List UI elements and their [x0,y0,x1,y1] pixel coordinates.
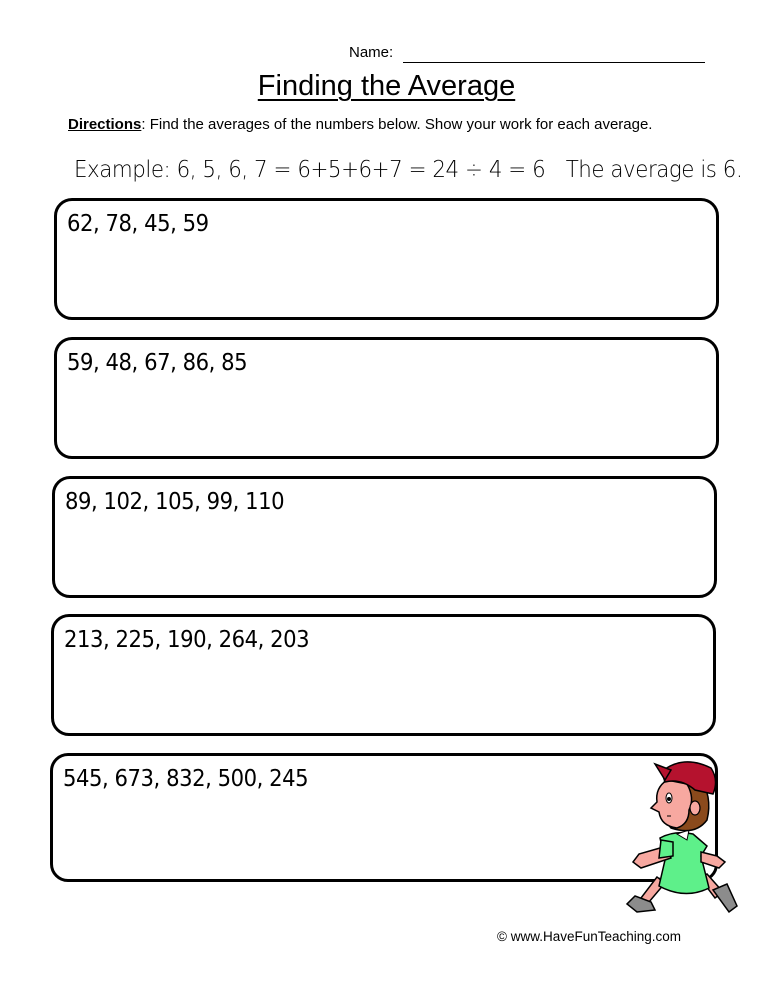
directions [68,116,708,134]
page-title [0,70,773,103]
problem-box-1[interactable] [54,198,719,320]
problem-numbers: 213, 225, 190, 264, 203 [64,627,310,653]
problem-numbers: 59, 48, 67, 86, 85 [67,350,248,376]
running-girl-illustration [615,750,745,920]
directions-text: : Find the averages of the numbers below. Show your work for each average. [141,116,653,133]
problem-box-4[interactable] [51,614,716,736]
problem-numbers: 89, 102, 105, 99, 110 [65,489,285,515]
problem-numbers: 62, 78, 45, 59 [67,211,209,237]
directions-label: Directions [68,116,142,133]
example-line [74,157,742,183]
problem-box-3[interactable] [52,476,717,598]
example-work: Example: 6, 5, 6, 7 = 6+5+6+7 = 24 ÷ 4 = 6 [74,157,546,183]
problem-box-2[interactable] [54,337,719,459]
page-title-text: Finding the Average [257,70,516,102]
problem-numbers: 545, 673, 832, 500, 245 [63,766,309,792]
example-answer: The average is 6. [565,157,743,183]
name-label: Name: [349,44,394,61]
name-field-line[interactable] [403,62,705,63]
copyright-footer: © www.HaveFunTeaching.com [497,929,682,944]
